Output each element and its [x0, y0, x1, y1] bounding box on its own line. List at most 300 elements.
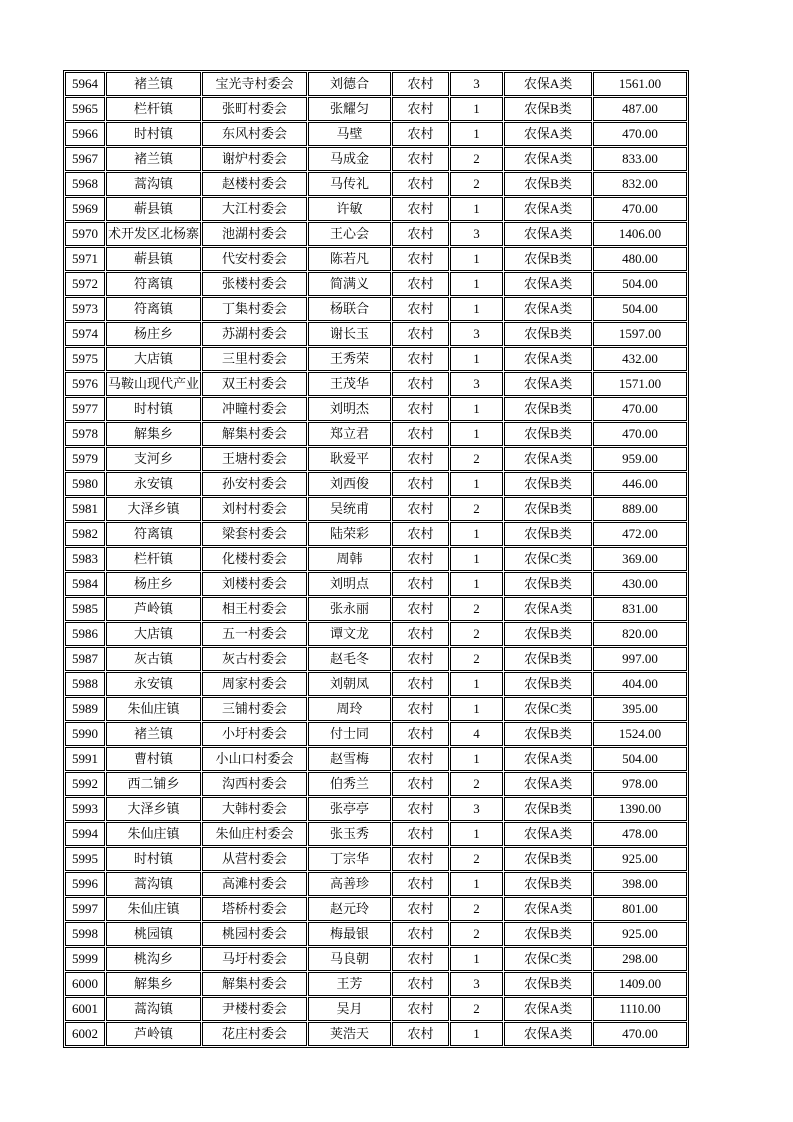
- cell-township: 栏杆镇: [106, 97, 201, 121]
- cell-residence-type: 农村: [392, 297, 449, 321]
- table-body: [65, 72, 687, 1046]
- cell-record-no: 5964: [65, 72, 105, 96]
- cell-person-name: 陈若凡: [308, 247, 391, 271]
- cell-record-no: 5966: [65, 122, 105, 146]
- cell-village-committee: 东风村委会: [202, 122, 307, 146]
- cell-amount: 404.00: [593, 672, 687, 696]
- cell-residence-type: 农村: [392, 797, 449, 821]
- cell-township: 灰古镇: [106, 647, 201, 671]
- cell-amount: 959.00: [593, 447, 687, 471]
- cell-township: 曹村镇: [106, 747, 201, 771]
- table-row: [65, 497, 687, 521]
- cell-residence-type: 农村: [392, 397, 449, 421]
- cell-village-committee: 刘楼村委会: [202, 572, 307, 596]
- cell-residence-type: 农村: [392, 872, 449, 896]
- table-row: [65, 272, 687, 296]
- cell-amount: 470.00: [593, 197, 687, 221]
- cell-amount: 997.00: [593, 647, 687, 671]
- cell-village-committee: 大韩村委会: [202, 797, 307, 821]
- cell-record-no: 5985: [65, 597, 105, 621]
- cell-record-no: 5969: [65, 197, 105, 221]
- cell-record-no: 5984: [65, 572, 105, 596]
- cell-village-committee: 张町村委会: [202, 97, 307, 121]
- table-row: [65, 822, 687, 846]
- cell-record-no: 5996: [65, 872, 105, 896]
- cell-village-committee: 马圩村委会: [202, 947, 307, 971]
- cell-insurance-class: 农保A类: [504, 347, 592, 371]
- cell-record-no: 5997: [65, 897, 105, 921]
- table-row: [65, 72, 687, 96]
- cell-record-no: 5999: [65, 947, 105, 971]
- table-row: [65, 722, 687, 746]
- cell-village-committee: 沟西村委会: [202, 772, 307, 796]
- table-row: [65, 947, 687, 971]
- cell-amount: 470.00: [593, 422, 687, 446]
- cell-residence-type: 农村: [392, 72, 449, 96]
- cell-village-committee: 五一村委会: [202, 622, 307, 646]
- cell-insurance-class: 农保B类: [504, 647, 592, 671]
- cell-person-name: 王心会: [308, 222, 391, 246]
- cell-person-name: 陆荣彩: [308, 522, 391, 546]
- cell-amount: 925.00: [593, 922, 687, 946]
- table-row: [65, 472, 687, 496]
- cell-residence-type: 农村: [392, 247, 449, 271]
- cell-amount: 801.00: [593, 897, 687, 921]
- cell-person-count: 1: [450, 422, 503, 446]
- cell-amount: 832.00: [593, 172, 687, 196]
- cell-insurance-class: 农保B类: [504, 572, 592, 596]
- cell-insurance-class: 农保B类: [504, 247, 592, 271]
- cell-record-no: 5992: [65, 772, 105, 796]
- cell-insurance-class: 农保A类: [504, 447, 592, 471]
- cell-township: 时村镇: [106, 122, 201, 146]
- cell-village-committee: 孙安村委会: [202, 472, 307, 496]
- table-row: [65, 922, 687, 946]
- cell-person-count: 2: [450, 172, 503, 196]
- cell-person-name: 张玉秀: [308, 822, 391, 846]
- cell-record-no: 5968: [65, 172, 105, 196]
- cell-person-name: 王芳: [308, 972, 391, 996]
- cell-township: 马鞍山现代产业: [106, 372, 201, 396]
- table-row: [65, 397, 687, 421]
- cell-record-no: 6000: [65, 972, 105, 996]
- cell-record-no: 6002: [65, 1022, 105, 1046]
- cell-village-committee: 谢炉村委会: [202, 147, 307, 171]
- cell-residence-type: 农村: [392, 722, 449, 746]
- table-row: [65, 1022, 687, 1046]
- cell-township: 蒿沟镇: [106, 997, 201, 1021]
- cell-amount: 470.00: [593, 397, 687, 421]
- cell-township: 杨庄乡: [106, 572, 201, 596]
- cell-person-name: 耿爱平: [308, 447, 391, 471]
- cell-residence-type: 农村: [392, 447, 449, 471]
- cell-insurance-class: 农保B类: [504, 322, 592, 346]
- cell-person-count: 1: [450, 522, 503, 546]
- cell-insurance-class: 农保C类: [504, 547, 592, 571]
- cell-township: 蕲县镇: [106, 247, 201, 271]
- cell-person-name: 付士同: [308, 722, 391, 746]
- cell-township: 蕲县镇: [106, 197, 201, 221]
- cell-person-name: 张永丽: [308, 597, 391, 621]
- cell-person-name: 马传礼: [308, 172, 391, 196]
- cell-township: 大店镇: [106, 347, 201, 371]
- cell-person-count: 2: [450, 997, 503, 1021]
- cell-record-no: 5973: [65, 297, 105, 321]
- cell-village-committee: 三铺村委会: [202, 697, 307, 721]
- cell-residence-type: 农村: [392, 122, 449, 146]
- cell-village-committee: 三里村委会: [202, 347, 307, 371]
- cell-residence-type: 农村: [392, 897, 449, 921]
- cell-village-committee: 解集村委会: [202, 422, 307, 446]
- cell-insurance-class: 农保B类: [504, 922, 592, 946]
- cell-amount: 833.00: [593, 147, 687, 171]
- cell-village-committee: 双王村委会: [202, 372, 307, 396]
- cell-township: 永安镇: [106, 672, 201, 696]
- cell-person-count: 1: [450, 697, 503, 721]
- cell-person-name: 马良朝: [308, 947, 391, 971]
- cell-amount: 978.00: [593, 772, 687, 796]
- cell-village-committee: 刘村村委会: [202, 497, 307, 521]
- cell-record-no: 5970: [65, 222, 105, 246]
- cell-residence-type: 农村: [392, 522, 449, 546]
- cell-amount: 446.00: [593, 472, 687, 496]
- cell-person-name: 马成金: [308, 147, 391, 171]
- cell-residence-type: 农村: [392, 372, 449, 396]
- cell-person-name: 周韩: [308, 547, 391, 571]
- cell-record-no: 5965: [65, 97, 105, 121]
- cell-township: 栏杆镇: [106, 547, 201, 571]
- cell-amount: 504.00: [593, 272, 687, 296]
- cell-amount: 1406.00: [593, 222, 687, 246]
- cell-person-count: 2: [450, 147, 503, 171]
- cell-township: 术开发区北杨寨: [106, 222, 201, 246]
- cell-village-committee: 周家村委会: [202, 672, 307, 696]
- cell-village-committee: 桃园村委会: [202, 922, 307, 946]
- cell-person-count: 2: [450, 647, 503, 671]
- cell-person-count: 2: [450, 772, 503, 796]
- cell-person-name: 谭文龙: [308, 622, 391, 646]
- cell-amount: 1524.00: [593, 722, 687, 746]
- cell-person-count: 1: [450, 822, 503, 846]
- cell-person-count: 1: [450, 272, 503, 296]
- cell-person-count: 1: [450, 672, 503, 696]
- cell-insurance-class: 农保C类: [504, 947, 592, 971]
- cell-village-committee: 小山口村委会: [202, 747, 307, 771]
- cell-township: 解集乡: [106, 972, 201, 996]
- cell-person-count: 1: [450, 572, 503, 596]
- cell-person-count: 2: [450, 922, 503, 946]
- table-row: [65, 972, 687, 996]
- cell-record-no: 5986: [65, 622, 105, 646]
- cell-residence-type: 农村: [392, 822, 449, 846]
- cell-residence-type: 农村: [392, 547, 449, 571]
- cell-person-name: 刘明杰: [308, 397, 391, 421]
- cell-township: 桃园镇: [106, 922, 201, 946]
- cell-amount: 472.00: [593, 522, 687, 546]
- cell-residence-type: 农村: [392, 747, 449, 771]
- cell-township: 朱仙庄镇: [106, 697, 201, 721]
- cell-person-name: 刘明点: [308, 572, 391, 596]
- cell-village-committee: 朱仙庄村委会: [202, 822, 307, 846]
- table-row: [65, 372, 687, 396]
- table-row: [65, 347, 687, 371]
- cell-residence-type: 农村: [392, 647, 449, 671]
- cell-person-name: 张耀匀: [308, 97, 391, 121]
- cell-person-name: 荚浩天: [308, 1022, 391, 1046]
- cell-record-no: 5967: [65, 147, 105, 171]
- cell-village-committee: 张楼村委会: [202, 272, 307, 296]
- cell-person-name: 郑立君: [308, 422, 391, 446]
- cell-insurance-class: 农保A类: [504, 72, 592, 96]
- cell-person-name: 丁宗华: [308, 847, 391, 871]
- cell-township: 西二铺乡: [106, 772, 201, 796]
- cell-amount: 925.00: [593, 847, 687, 871]
- table-row: [65, 447, 687, 471]
- cell-record-no: 5994: [65, 822, 105, 846]
- cell-person-count: 1: [450, 197, 503, 221]
- table-row: [65, 622, 687, 646]
- cell-residence-type: 农村: [392, 1022, 449, 1046]
- cell-person-count: 3: [450, 972, 503, 996]
- cell-amount: 1561.00: [593, 72, 687, 96]
- cell-village-committee: 尹楼村委会: [202, 997, 307, 1021]
- cell-insurance-class: 农保B类: [504, 522, 592, 546]
- cell-amount: 470.00: [593, 122, 687, 146]
- table-row: [65, 997, 687, 1021]
- cell-person-count: 2: [450, 897, 503, 921]
- cell-person-count: 3: [450, 72, 503, 96]
- cell-person-count: 1: [450, 97, 503, 121]
- cell-record-no: 5975: [65, 347, 105, 371]
- cell-residence-type: 农村: [392, 197, 449, 221]
- cell-person-count: 3: [450, 322, 503, 346]
- cell-record-no: 5990: [65, 722, 105, 746]
- cell-insurance-class: 农保B类: [504, 622, 592, 646]
- table-row: [65, 122, 687, 146]
- table-row: [65, 847, 687, 871]
- cell-residence-type: 农村: [392, 322, 449, 346]
- cell-village-committee: 代安村委会: [202, 247, 307, 271]
- cell-amount: 298.00: [593, 947, 687, 971]
- table-row: [65, 547, 687, 571]
- cell-record-no: 5981: [65, 497, 105, 521]
- cell-record-no: 5980: [65, 472, 105, 496]
- cell-person-count: 1: [450, 872, 503, 896]
- cell-insurance-class: 农保B类: [504, 472, 592, 496]
- cell-record-no: 5976: [65, 372, 105, 396]
- benefits-table: [63, 70, 689, 1048]
- cell-village-committee: 梁套村委会: [202, 522, 307, 546]
- cell-person-name: 马壁: [308, 122, 391, 146]
- cell-amount: 1571.00: [593, 372, 687, 396]
- cell-person-count: 1: [450, 947, 503, 971]
- cell-village-committee: 相王村委会: [202, 597, 307, 621]
- cell-village-committee: 塔桥村委会: [202, 897, 307, 921]
- cell-person-count: 2: [450, 497, 503, 521]
- cell-person-name: 刘西俊: [308, 472, 391, 496]
- cell-residence-type: 农村: [392, 222, 449, 246]
- cell-township: 朱仙庄镇: [106, 822, 201, 846]
- cell-person-count: 3: [450, 222, 503, 246]
- cell-person-name: 吴月: [308, 997, 391, 1021]
- cell-township: 大泽乡镇: [106, 497, 201, 521]
- cell-residence-type: 农村: [392, 572, 449, 596]
- cell-village-committee: 丁集村委会: [202, 297, 307, 321]
- cell-insurance-class: 农保B类: [504, 497, 592, 521]
- cell-amount: 820.00: [593, 622, 687, 646]
- cell-township: 褚兰镇: [106, 722, 201, 746]
- cell-record-no: 5988: [65, 672, 105, 696]
- cell-residence-type: 农村: [392, 947, 449, 971]
- cell-person-name: 赵毛冬: [308, 647, 391, 671]
- cell-insurance-class: 农保A类: [504, 147, 592, 171]
- cell-person-name: 高善珍: [308, 872, 391, 896]
- cell-residence-type: 农村: [392, 172, 449, 196]
- cell-village-committee: 赵楼村委会: [202, 172, 307, 196]
- cell-record-no: 5989: [65, 697, 105, 721]
- cell-township: 支河乡: [106, 447, 201, 471]
- cell-residence-type: 农村: [392, 847, 449, 871]
- cell-residence-type: 农村: [392, 972, 449, 996]
- cell-insurance-class: 农保A类: [504, 997, 592, 1021]
- cell-person-count: 3: [450, 797, 503, 821]
- cell-amount: 369.00: [593, 547, 687, 571]
- cell-record-no: 5995: [65, 847, 105, 871]
- cell-residence-type: 农村: [392, 422, 449, 446]
- cell-person-name: 简满义: [308, 272, 391, 296]
- cell-insurance-class: 农保A类: [504, 372, 592, 396]
- cell-township: 朱仙庄镇: [106, 897, 201, 921]
- table-row: [65, 97, 687, 121]
- cell-amount: 831.00: [593, 597, 687, 621]
- table-row: [65, 147, 687, 171]
- table-row: [65, 597, 687, 621]
- cell-residence-type: 农村: [392, 472, 449, 496]
- cell-amount: 480.00: [593, 247, 687, 271]
- table-row: [65, 522, 687, 546]
- cell-village-committee: 苏湖村委会: [202, 322, 307, 346]
- cell-village-committee: 宝光寺村委会: [202, 72, 307, 96]
- cell-person-name: 吴统甫: [308, 497, 391, 521]
- cell-township: 芦岭镇: [106, 597, 201, 621]
- cell-residence-type: 农村: [392, 347, 449, 371]
- cell-amount: 395.00: [593, 697, 687, 721]
- cell-residence-type: 农村: [392, 147, 449, 171]
- cell-insurance-class: 农保B类: [504, 97, 592, 121]
- cell-amount: 1110.00: [593, 997, 687, 1021]
- cell-township: 永安镇: [106, 472, 201, 496]
- cell-insurance-class: 农保C类: [504, 697, 592, 721]
- cell-insurance-class: 农保B类: [504, 847, 592, 871]
- table-row: [65, 772, 687, 796]
- cell-person-count: 1: [450, 547, 503, 571]
- cell-insurance-class: 农保B类: [504, 722, 592, 746]
- cell-amount: 1409.00: [593, 972, 687, 996]
- table-row: [65, 797, 687, 821]
- cell-village-committee: 王塘村委会: [202, 447, 307, 471]
- table-row: [65, 897, 687, 921]
- cell-person-count: 1: [450, 247, 503, 271]
- cell-record-no: 5972: [65, 272, 105, 296]
- cell-village-committee: 化楼村委会: [202, 547, 307, 571]
- cell-person-count: 2: [450, 847, 503, 871]
- cell-township: 大泽乡镇: [106, 797, 201, 821]
- cell-amount: 398.00: [593, 872, 687, 896]
- cell-insurance-class: 农保B类: [504, 972, 592, 996]
- cell-insurance-class: 农保A类: [504, 597, 592, 621]
- cell-village-committee: 池湖村委会: [202, 222, 307, 246]
- cell-person-count: 1: [450, 747, 503, 771]
- cell-village-committee: 花庄村委会: [202, 1022, 307, 1046]
- cell-person-count: 1: [450, 472, 503, 496]
- cell-person-name: 谢长玉: [308, 322, 391, 346]
- cell-village-committee: 高滩村委会: [202, 872, 307, 896]
- cell-record-no: 5993: [65, 797, 105, 821]
- cell-amount: 504.00: [593, 297, 687, 321]
- cell-person-name: 刘朝凤: [308, 672, 391, 696]
- cell-person-count: 3: [450, 372, 503, 396]
- cell-township: 芦岭镇: [106, 1022, 201, 1046]
- cell-insurance-class: 农保B类: [504, 672, 592, 696]
- cell-record-no: 5974: [65, 322, 105, 346]
- cell-village-committee: 大江村委会: [202, 197, 307, 221]
- table-row: [65, 872, 687, 896]
- cell-record-no: 5998: [65, 922, 105, 946]
- table-row: [65, 172, 687, 196]
- cell-insurance-class: 农保A类: [504, 747, 592, 771]
- cell-village-committee: 解集村委会: [202, 972, 307, 996]
- cell-township: 蒿沟镇: [106, 872, 201, 896]
- table-row: [65, 697, 687, 721]
- cell-person-count: 2: [450, 622, 503, 646]
- cell-record-no: 5987: [65, 647, 105, 671]
- cell-person-name: 伯秀兰: [308, 772, 391, 796]
- cell-insurance-class: 农保A类: [504, 1022, 592, 1046]
- cell-township: 解集乡: [106, 422, 201, 446]
- cell-village-committee: 从营村委会: [202, 847, 307, 871]
- cell-record-no: 5978: [65, 422, 105, 446]
- cell-person-name: 杨联合: [308, 297, 391, 321]
- cell-insurance-class: 农保B类: [504, 422, 592, 446]
- cell-amount: 487.00: [593, 97, 687, 121]
- cell-record-no: 5979: [65, 447, 105, 471]
- cell-township: 时村镇: [106, 397, 201, 421]
- table-row: [65, 297, 687, 321]
- cell-insurance-class: 农保B类: [504, 872, 592, 896]
- cell-person-count: 2: [450, 597, 503, 621]
- cell-township: 褚兰镇: [106, 147, 201, 171]
- cell-insurance-class: 农保B类: [504, 172, 592, 196]
- cell-township: 杨庄乡: [106, 322, 201, 346]
- cell-record-no: 6001: [65, 997, 105, 1021]
- table-row: [65, 197, 687, 221]
- cell-amount: 504.00: [593, 747, 687, 771]
- cell-person-name: 周玲: [308, 697, 391, 721]
- cell-person-count: 4: [450, 722, 503, 746]
- table-row: [65, 222, 687, 246]
- cell-residence-type: 农村: [392, 697, 449, 721]
- cell-insurance-class: 农保A类: [504, 772, 592, 796]
- table-row: [65, 247, 687, 271]
- cell-residence-type: 农村: [392, 97, 449, 121]
- cell-amount: 470.00: [593, 1022, 687, 1046]
- cell-township: 大店镇: [106, 622, 201, 646]
- cell-record-no: 5977: [65, 397, 105, 421]
- cell-insurance-class: 农保A类: [504, 297, 592, 321]
- cell-person-name: 赵雪梅: [308, 747, 391, 771]
- cell-record-no: 5982: [65, 522, 105, 546]
- cell-person-count: 1: [450, 122, 503, 146]
